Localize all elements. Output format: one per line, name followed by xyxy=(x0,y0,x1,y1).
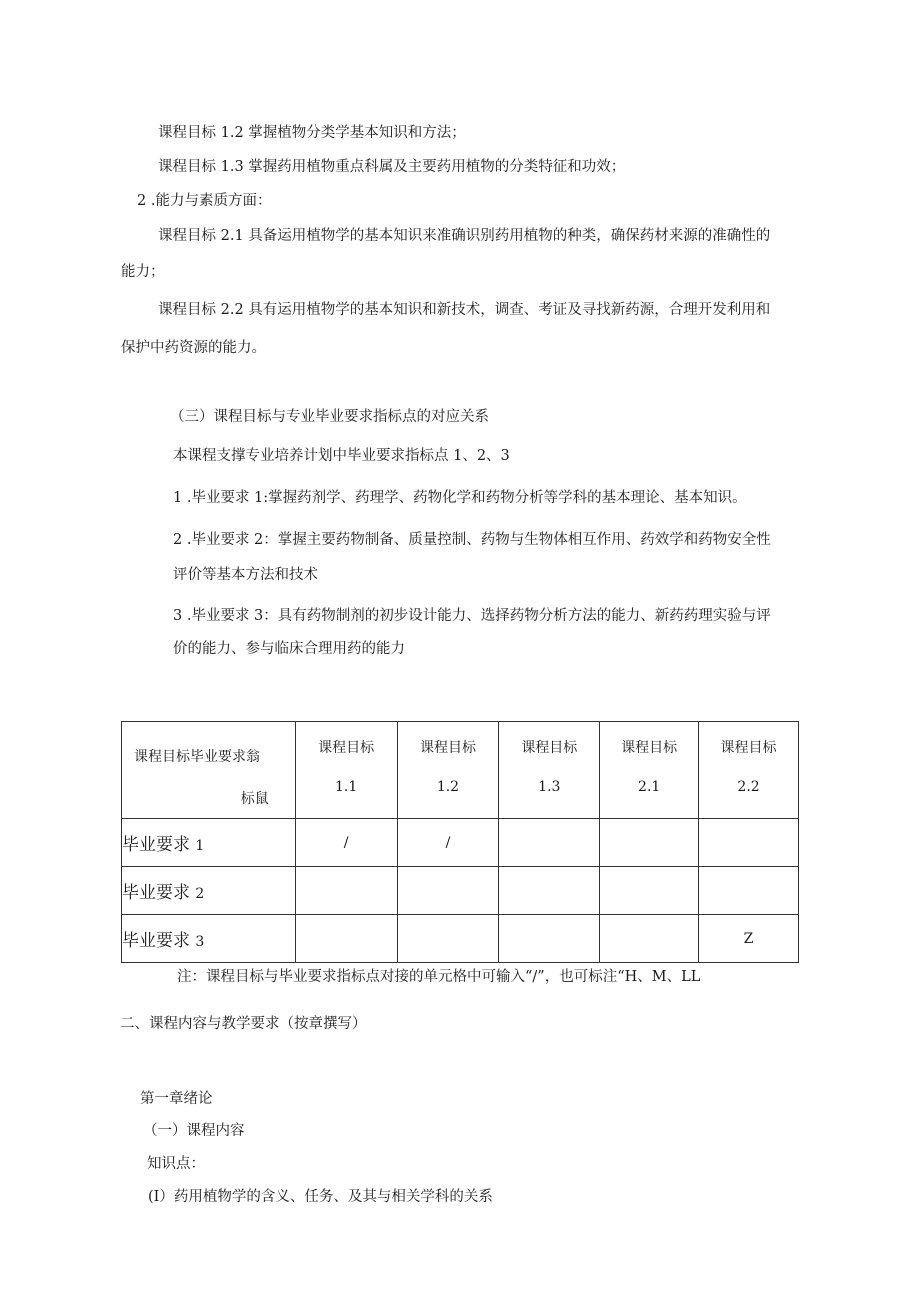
course-content-heading: （一）课程内容 xyxy=(143,1123,245,1139)
section-3-heading: （三）课程目标与专业毕业要求指标点的对应关系 xyxy=(170,409,489,425)
table-cell xyxy=(397,915,499,963)
knowledge-point-1: (I）药用植物学的含义、任务、及其与相关学科的关系 xyxy=(148,1189,493,1205)
corner-bottom-label: 标鼠 xyxy=(240,791,269,807)
row-label: 毕业要求 1 xyxy=(122,819,296,867)
column-header: 课程目标 2.1 xyxy=(600,722,699,819)
mapping-table xyxy=(121,721,799,963)
goal-2-1-line2: 能力； xyxy=(121,264,165,280)
requirement-3-line1: 3 .毕业要求 3：具有药物制剂的初步设计能力、选择药物分析方法的能力、新药药理实验与评 xyxy=(173,608,771,624)
row-label: 毕业要求 2 xyxy=(122,867,296,915)
table-cell xyxy=(600,819,699,867)
table-note: 注：课程目标与毕业要求指标点对接的单元格中可输入“/”，也可标注“H、M、LL xyxy=(177,969,701,985)
table-cell xyxy=(600,915,699,963)
column-header: 课程目标 1.1 xyxy=(295,722,397,819)
column-header: 课程目标 1.2 xyxy=(397,722,499,819)
goal-1-3: 课程目标 1.3 掌握药用植物重点科属及主要药用植物的分类特征和功效； xyxy=(158,159,626,175)
table-cell xyxy=(499,867,600,915)
knowledge-points-label: 知识点： xyxy=(147,1156,205,1172)
table-cell: Z xyxy=(699,915,799,963)
table-cell xyxy=(295,915,397,963)
column-header: 课程目标 1.3 xyxy=(499,722,600,819)
table-corner-cell xyxy=(122,722,296,819)
section-3-intro: 本课程支撑专业培养计划中毕业要求指标点 1、2、3 xyxy=(173,448,510,464)
table-cell xyxy=(499,819,600,867)
requirement-2-line1: 2 .毕业要求 2：掌握主要药物制备、质量控制、药物与生物体相互作用、药效学和药物安全性 xyxy=(173,532,771,548)
requirement-2-line2: 评价等基本方法和技术 xyxy=(173,567,318,583)
table-header-row xyxy=(122,722,799,819)
goal-2-2-line1: 课程目标 2.2 具有运用植物学的基本知识和新技术，调查、考证及寻找新药源，合理开发利用和 xyxy=(158,302,771,318)
section-2-heading: 二、课程内容与教学要求（按章撰写） xyxy=(120,1016,367,1032)
table-cell xyxy=(397,867,499,915)
goal-2-2-line2: 保护中药资源的能力。 xyxy=(121,340,266,356)
table-row xyxy=(122,915,799,963)
table-row xyxy=(122,867,799,915)
table-cell xyxy=(600,867,699,915)
table-cell xyxy=(499,915,600,963)
corner-top-label: 课程目标毕业要求翁 xyxy=(134,749,260,765)
requirement-3-line2: 价的能力、参与临床合理用药的能力 xyxy=(173,641,405,657)
table-cell: / xyxy=(295,819,397,867)
table-cell: / xyxy=(397,819,499,867)
row-label: 毕业要求 3 xyxy=(122,915,296,963)
ability-heading: 2 .能力与素质方面： xyxy=(137,193,272,209)
table-row xyxy=(122,819,799,867)
goal-2-1-line1: 课程目标 2.1 具备运用植物学的基本知识来准确识别药用植物的种类，确保药材来源的准确性的 xyxy=(158,228,771,244)
column-header: 课程目标 2.2 xyxy=(699,722,799,819)
table-cell xyxy=(295,867,397,915)
requirement-1: 1 .毕业要求 1:掌握药剂学、药理学、药物化学和药物分析等学科的基本理论、基本知识。 xyxy=(173,490,747,506)
goal-1-2: 课程目标 1.2 掌握植物分类学基本知识和方法； xyxy=(158,125,466,141)
table-cell xyxy=(699,819,799,867)
chapter-title: 第一章绪论 xyxy=(140,1091,213,1107)
table-cell xyxy=(699,867,799,915)
